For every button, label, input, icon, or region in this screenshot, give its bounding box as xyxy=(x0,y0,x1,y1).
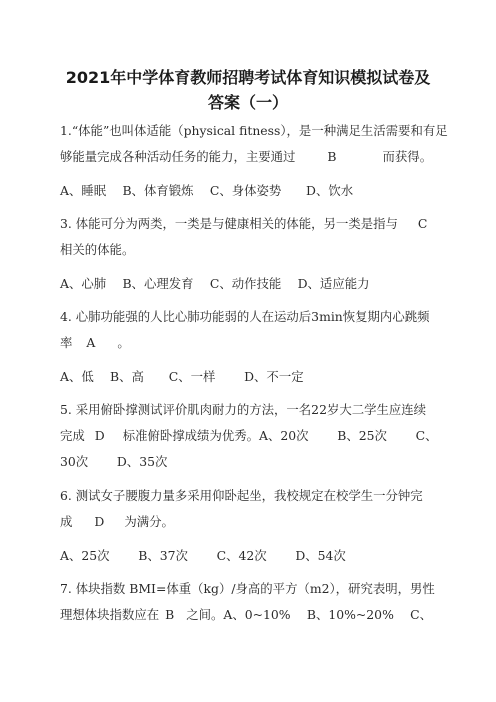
question-1-options: A、睡眠 B、体育锻炼 C、身体姿势 D、饮水 xyxy=(60,183,354,198)
question-3-answer: C xyxy=(417,216,428,231)
question-3-line-2: 相关的体能。 xyxy=(60,242,135,257)
document-title-line-1: 2021年中学体育教师招聘考试体育知识模拟试卷及 xyxy=(65,68,431,87)
question-6-line-1: 6. 测试女子腰腹力量多采用仰卧起坐，我校规定在校学生一分钟完 xyxy=(60,488,423,503)
question-6-text-end: 为满分。 xyxy=(124,514,174,529)
question-5-line-2 xyxy=(60,427,470,445)
question-5-text-end: 标准俯卧撑成绩为优秀。A、20次 B、25次 C、 xyxy=(122,428,438,443)
question-1-line-2 xyxy=(60,148,470,166)
question-1-text-end: 而获得。 xyxy=(382,149,433,164)
question-4-line-2 xyxy=(60,334,470,352)
question-7-text-end: 之间。A、0~10% B、10%~20% C、 xyxy=(186,607,433,622)
question-5-text: 完成 xyxy=(60,428,85,443)
question-4-answer: A xyxy=(86,335,96,350)
question-4-options: A、低 B、高 C、一样 D、不一定 xyxy=(60,369,304,384)
question-5-line-3: 30次 D、35次 xyxy=(60,454,168,469)
question-3-text: 3. 体能可分为两类，一类是与健康相关的体能，另一类是指与 xyxy=(60,216,398,231)
question-3-options: A、心肺 B、心理发育 C、动作技能 D、适应能力 xyxy=(60,276,370,291)
question-4-text-end: 。 xyxy=(117,335,130,350)
question-6-answer: D xyxy=(94,514,105,529)
question-6-line-2 xyxy=(60,513,470,531)
question-1-line-1: 1.“体能”也叫体适能（physical fitness），是一种满足生活需要和有足 xyxy=(60,123,448,138)
question-6-text: 成 xyxy=(60,514,73,529)
question-6-options: A、25次 B、37次 C、42次 D、54次 xyxy=(60,548,346,563)
question-3-line-1 xyxy=(60,215,470,233)
document-title-line-2: 答案（一） xyxy=(207,93,288,112)
question-7-text: 理想体块指数应在 xyxy=(60,607,160,622)
question-4-text: 率 xyxy=(60,335,73,350)
question-5-line-1: 5. 采用俯卧撑测试评价肌肉耐力的方法，一名22岁大二学生应连续 xyxy=(60,402,427,417)
question-5-answer: D xyxy=(94,428,105,443)
question-7-answer: B xyxy=(165,607,175,622)
question-7-line-1: 7. 体块指数 BMI=体重（kg）/身高的平方（m2），研究表明，男性 xyxy=(60,581,435,596)
question-1-text: 够能量完成各种活动任务的能力，主要通过 xyxy=(60,149,296,164)
question-7-line-2 xyxy=(60,606,470,624)
question-1-answer: B xyxy=(327,149,337,164)
question-4-line-1: 4. 心肺功能强的人比心肺功能弱的人在运动后3min恢复期内心跳频 xyxy=(60,309,430,324)
